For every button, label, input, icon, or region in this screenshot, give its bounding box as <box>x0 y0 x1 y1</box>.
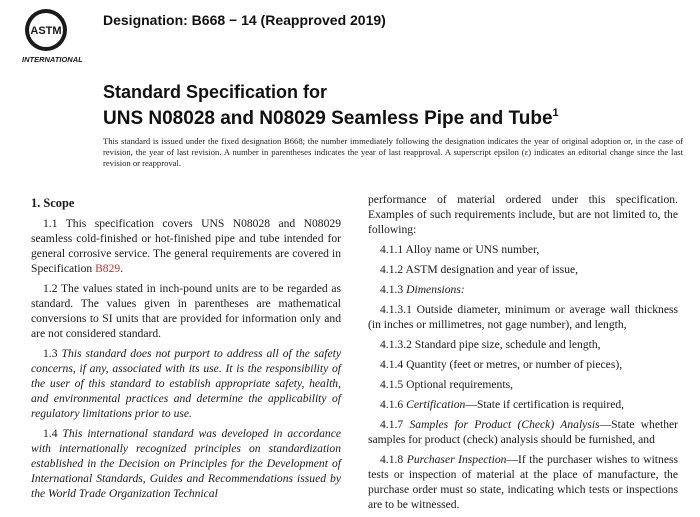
item-4-1-8 <box>368 452 678 512</box>
item-4-1-3-1: 4.1.3.1 Outside diameter, minimum or average wall thickness (in inches or millimetres, not gage number), and length, <box>368 303 678 331</box>
paragraph-1-4 <box>31 426 341 501</box>
astm-logo <box>22 6 92 66</box>
b829-link[interactable]: B829 <box>95 262 121 275</box>
item-4-1-3-2: 4.1.3.2 Standard pipe size, schedule and length, <box>380 338 601 351</box>
title-text: UNS N08028 and N08029 Seamless Pipe and Tube <box>103 108 553 129</box>
left-column <box>31 196 341 506</box>
item-4-1-6-text: —State if certification is required, <box>465 398 625 411</box>
document-title <box>103 82 559 130</box>
paragraph-1-1-text: 1.1 This specification covers UNS N08028 and N08029 seamless cold-finished or hot-finished pipe and tube intended for general corrosive service. The general requirements are covered in Specification <box>31 217 341 275</box>
right-column <box>368 192 678 517</box>
item-4-1-6 <box>368 397 678 412</box>
paragraph-1-3-number: 1.3 <box>43 347 62 360</box>
title-line-1: Standard Specification for <box>103 82 328 102</box>
paragraph-1-3-text: This standard does not purport to address all of the safety concerns, if any, associated with its use. It is the responsibility of the user of this standard to establish appropriate safety, health, and environmental practices and determine the applicability of regulatory limitations prior to use. <box>31 347 342 420</box>
item-4-1-3-text: Dimensions: <box>406 283 465 296</box>
paragraph-1-3 <box>31 346 341 421</box>
item-4-1-8-number: 4.1.8 <box>380 453 407 466</box>
item-4-1-7-text: —State whether samples for product (check) analysis should be furnished, and <box>368 418 678 446</box>
item-4-1-1: 4.1.1 Alloy name or UNS number, <box>380 243 540 256</box>
item-4-1-3-number: 4.1.3 <box>380 283 407 296</box>
paragraph-1-4-text: This international standard was developed in accordance with internationally recognized principles on standardization established in the Decision on Principles for the Development of International Standards, Guides and Recommendations issued by the World Trade Organization Technical <box>31 427 341 500</box>
title-footnote-mark: 1 <box>552 107 559 119</box>
item-4-1-7 <box>368 417 678 447</box>
continued-paragraph: performance of material ordered under this specification. Examples of such requirements include, but are not limited to, the following: <box>368 193 678 236</box>
issuance-notice: This standard is issued under the fixed designation B668; the number immediately following the designation indicates the year of original adoption or, in the case of revision, the year of last revision. A number in parentheses indicates the year of last reapproval. A superscript epsilon (ε) indicates an editorial change since the last revision or reapproval. <box>103 136 683 168</box>
item-4-1-8-text: —If the purchaser wishes to witness tests or inspection of material at the place of manufacture, the purchase order must so state, indicating which tests or inspections are to be witnessed. <box>368 453 678 511</box>
item-4-1-4: 4.1.4 Quantity (feet or metres, or number of pieces), <box>380 358 623 371</box>
item-4-1-8-title: Purchaser Inspection <box>406 453 507 466</box>
logo-letters: ASTM <box>30 25 62 37</box>
paragraph-1-4-number: 1.4 <box>43 427 63 440</box>
item-4-1-6-title: Certification <box>406 398 466 411</box>
paragraph-1-1 <box>31 216 341 276</box>
paragraph-1-2: 1.2 The values stated in inch-pound units are to be regarded as standard. The values given in parentheses are mathematical conversions to SI units that are provided for information only and are not considered standard. <box>31 282 341 340</box>
item-4-1-5: 4.1.5 Optional requirements, <box>380 378 513 391</box>
item-4-1-3 <box>368 282 678 297</box>
title-line-2 <box>103 102 559 130</box>
designation: Designation: B668 − 14 (Reapproved 2019) <box>103 12 386 28</box>
item-4-1-2: 4.1.2 ASTM designation and year of issue, <box>380 263 579 276</box>
logo-label: INTERNATIONAL <box>22 55 83 64</box>
astm-logo-icon <box>22 6 92 66</box>
item-4-1-7-title: Samples for Product (Check) Analysis <box>409 418 600 431</box>
item-4-1-6-number: 4.1.6 <box>380 398 407 411</box>
paragraph-1-1-end: . <box>120 262 124 275</box>
section-heading-scope: 1. Scope <box>31 196 75 210</box>
item-4-1-7-number: 4.1.7 <box>380 418 410 431</box>
